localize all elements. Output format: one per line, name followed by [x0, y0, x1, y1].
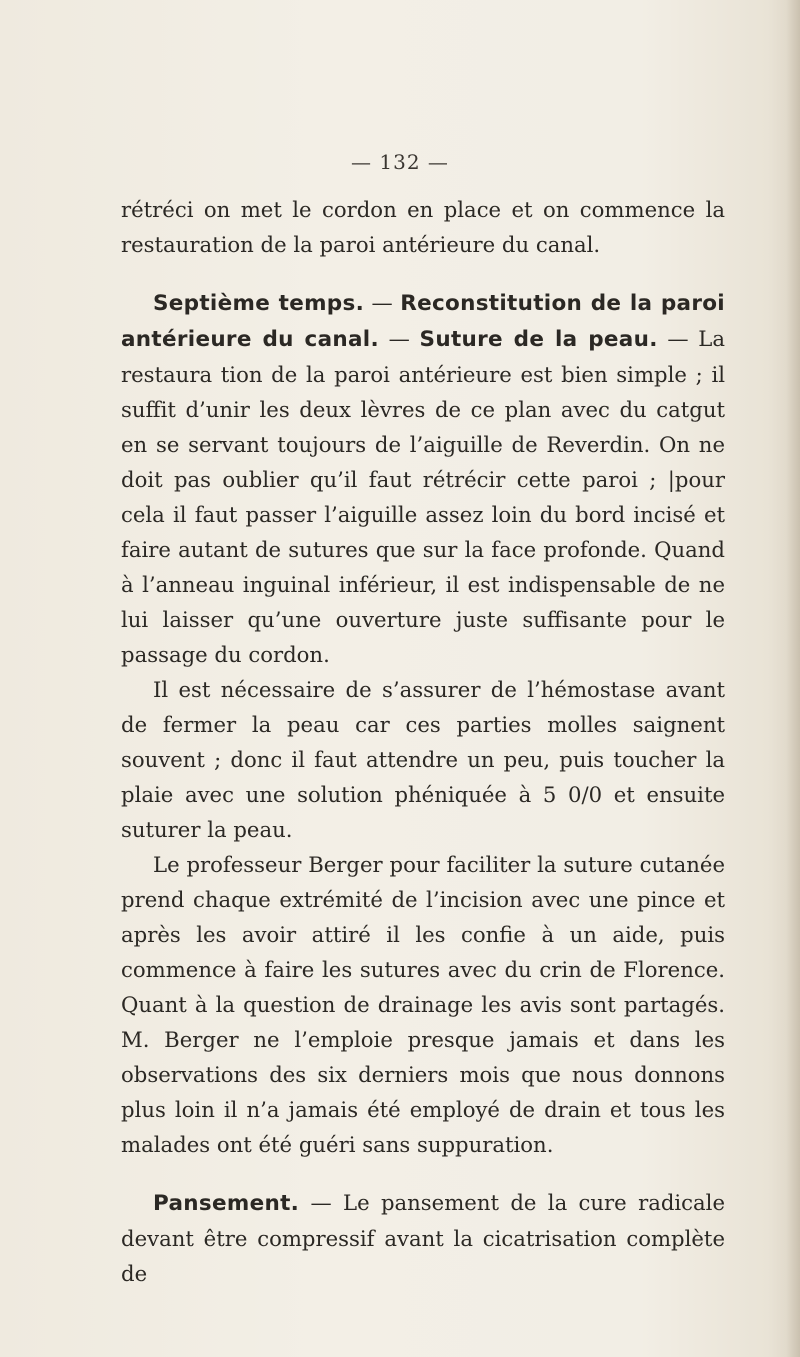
paragraph-professeur-berger: Le professeur Berger pour faciliter la suture cutanée prend chaque extrémité de l’incision avec une pince et après les avoir attiré il les confie à un aide, puis commence à faire les sutures avec du crin de Florence. Quant à la question de drainage les avis sont partagés. M. Berger ne l’emploie presque jamais et dans les observations des six derniers mois que nous donnons plus loin il n’a jamais été employé de drain et tous les malades ont été guéri sans suppuration.: [121, 852, 725, 1157]
section-body-text: La restaura tion de la paroi antérieure est bien simple ; il suffit d’unir les deux lèvres de ce plan avec du catgut en se servant toujours de l’aiguille de Reverdin. On ne doit pas oublier qu’il faut rétrécir cette paroi ; |pour cela il faut passer l’aiguille assez loin du bord incisé et faire autant de sutures que sur la face profonde. Quand à l’anneau inguinal inférieur, il est indispensable de ne lui laisser qu’une ouverture juste suffisante pour le passage du cordon.: [121, 326, 725, 667]
heading-separator: —: [378, 326, 420, 351]
page-edge-shadow: [786, 0, 800, 1357]
paragraph-continuation: rétréci on met le cordon en place et on commence la restauration de la paroi antérieure du canal.: [121, 197, 725, 257]
section-septieme-temps: [121, 285, 725, 672]
page-number: — 132 —: [351, 150, 449, 174]
heading-separator: —: [657, 326, 699, 351]
section-heading-pansement: Pansement.: [153, 1191, 300, 1216]
section-heading-septieme-temps: Septième temps.: [153, 291, 365, 316]
paragraph-hemostase: Il est nécessaire de s’assurer de l’hémostase avant de fermer la peau car ces parties molles saignent souvent ; donc il faut attendre un peu, puis toucher la plaie avec une solution phéniquée à 5 0/0 et ensuite suturer la peau.: [121, 677, 725, 842]
section-pansement: [121, 1185, 725, 1291]
heading-separator: —: [299, 1190, 343, 1215]
section-heading-reconstitution: Reconstitution de la paroi antérieure du canal.: [121, 291, 725, 352]
page-body: [121, 192, 725, 1291]
heading-separator: —: [364, 290, 401, 315]
section-body-text: Le pansement de la cure radicale devant être compressif avant la cicatrisation complète de: [121, 1190, 725, 1286]
section-heading-suture: Suture de la peau.: [419, 327, 658, 352]
